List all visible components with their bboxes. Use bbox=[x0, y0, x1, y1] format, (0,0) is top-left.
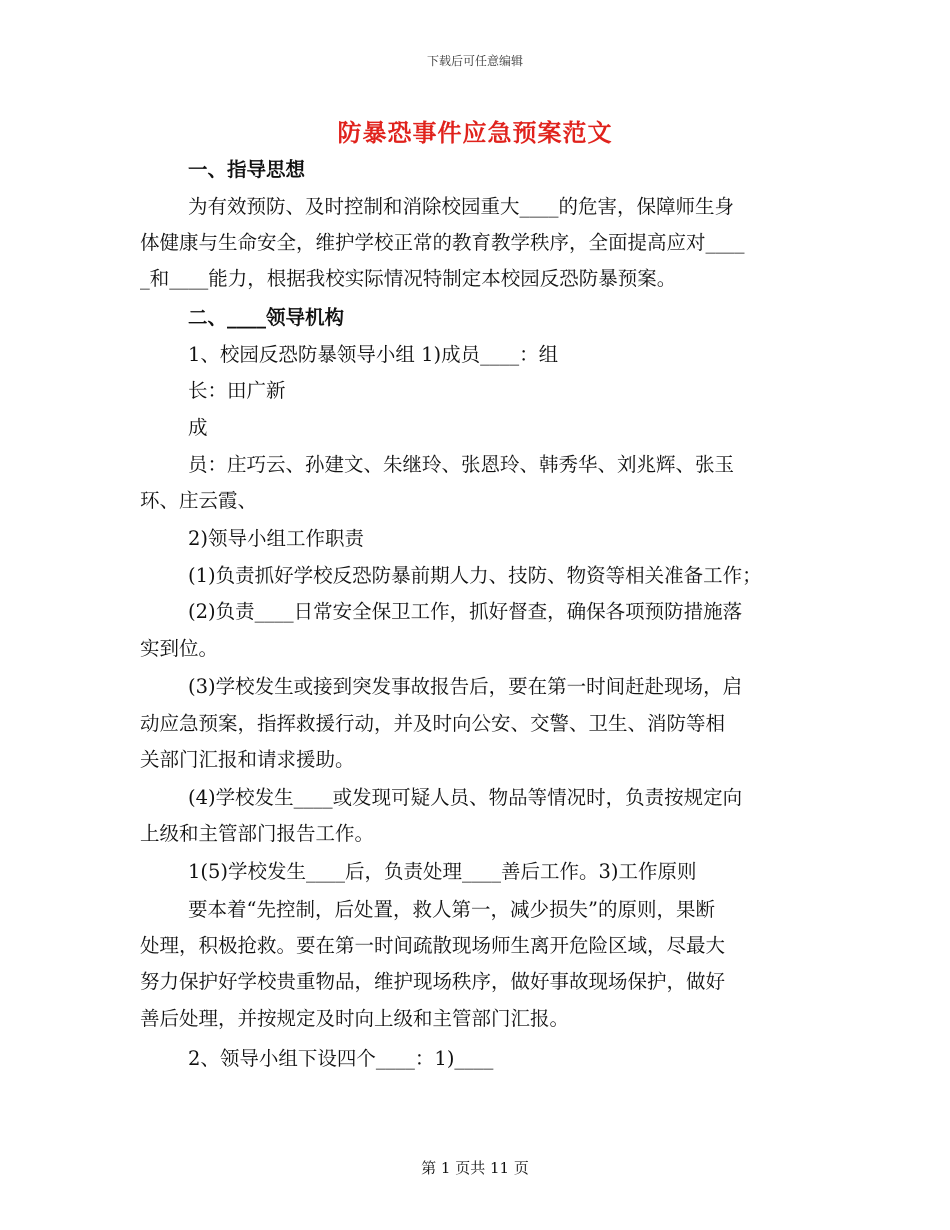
paragraph-line: 上级和主管部门报告工作。 bbox=[140, 822, 375, 845]
section-heading-guiding-thought: 一、指导思想 bbox=[188, 158, 306, 181]
paragraph-line: 要本着“先控制，后处置，救人第一，减少损失”的原则，果断 bbox=[188, 898, 715, 921]
document-title: 防暴恐事件应急预案范文 bbox=[337, 119, 613, 147]
section-heading-leadership: 二、____领导机构 bbox=[188, 306, 345, 329]
paragraph-line: 1(5)学校发生____后，负责处理____善后工作。3)工作原则 bbox=[188, 860, 697, 883]
paragraph-line: 长：田广新 bbox=[188, 379, 286, 402]
header-note: 下载后可任意编辑 bbox=[426, 54, 523, 68]
paragraph-line: 1、校园反恐防暴领导小组 1)成员____：组 bbox=[188, 343, 559, 366]
paragraph-line: 成 bbox=[188, 416, 208, 439]
paragraph-line: (3)学校发生或接到突发事故报告后，要在第一时间赶赴现场，启 bbox=[188, 675, 743, 698]
paragraph-line: 2)领导小组工作职责 bbox=[188, 527, 365, 550]
paragraph-line: (1)负责抓好学校反恐防暴前期人力、技防、物资等相关准备工作； bbox=[188, 564, 762, 587]
paragraph-line: 体健康与生命安全，维护学校正常的教育教学秩序，全面提高应对____ bbox=[140, 231, 745, 254]
paragraph-line: 善后处理，并按规定及时向上级和主管部门汇报。 bbox=[140, 1007, 570, 1030]
paragraph-line: (2)负责____日常安全保卫工作，抓好督查，确保各项预防措施落 bbox=[188, 600, 743, 623]
paragraph-line: 关部门汇报和请求援助。 bbox=[140, 748, 355, 771]
paragraph-line: (4)学校发生____或发现可疑人员、物品等情况时，负责按规定向 bbox=[188, 786, 743, 809]
paragraph-line: 2、领导小组下设四个____：1)____ bbox=[188, 1047, 494, 1070]
paragraph-line: 环、庄云霞、 bbox=[140, 489, 258, 512]
paragraph-line: 动应急预案，指挥救援行动，并及时向公安、交警、卫生、消防等相 bbox=[140, 712, 726, 735]
paragraph-line: 努力保护好学校贵重物品，维护现场秩序，做好事故现场保护，做好 bbox=[140, 970, 726, 993]
paragraph-line: 处理，积极抢救。要在第一时间疏散现场师生离开危险区域，尽最大 bbox=[140, 934, 726, 957]
paragraph-line: 为有效预防、及时控制和消除校园重大____的危害，保障师生身 bbox=[188, 195, 735, 218]
page-footer: 第 1 页共 11 页 bbox=[421, 1159, 529, 1177]
paragraph-line: _和____能力，根据我校实际情况特制定本校园反恐防暴预案。 bbox=[140, 267, 677, 290]
paragraph-line: 实到位。 bbox=[140, 637, 219, 660]
paragraph-line: 员：庄巧云、孙建文、朱继玲、张恩玲、韩秀华、刘兆辉、张玉 bbox=[188, 453, 735, 476]
